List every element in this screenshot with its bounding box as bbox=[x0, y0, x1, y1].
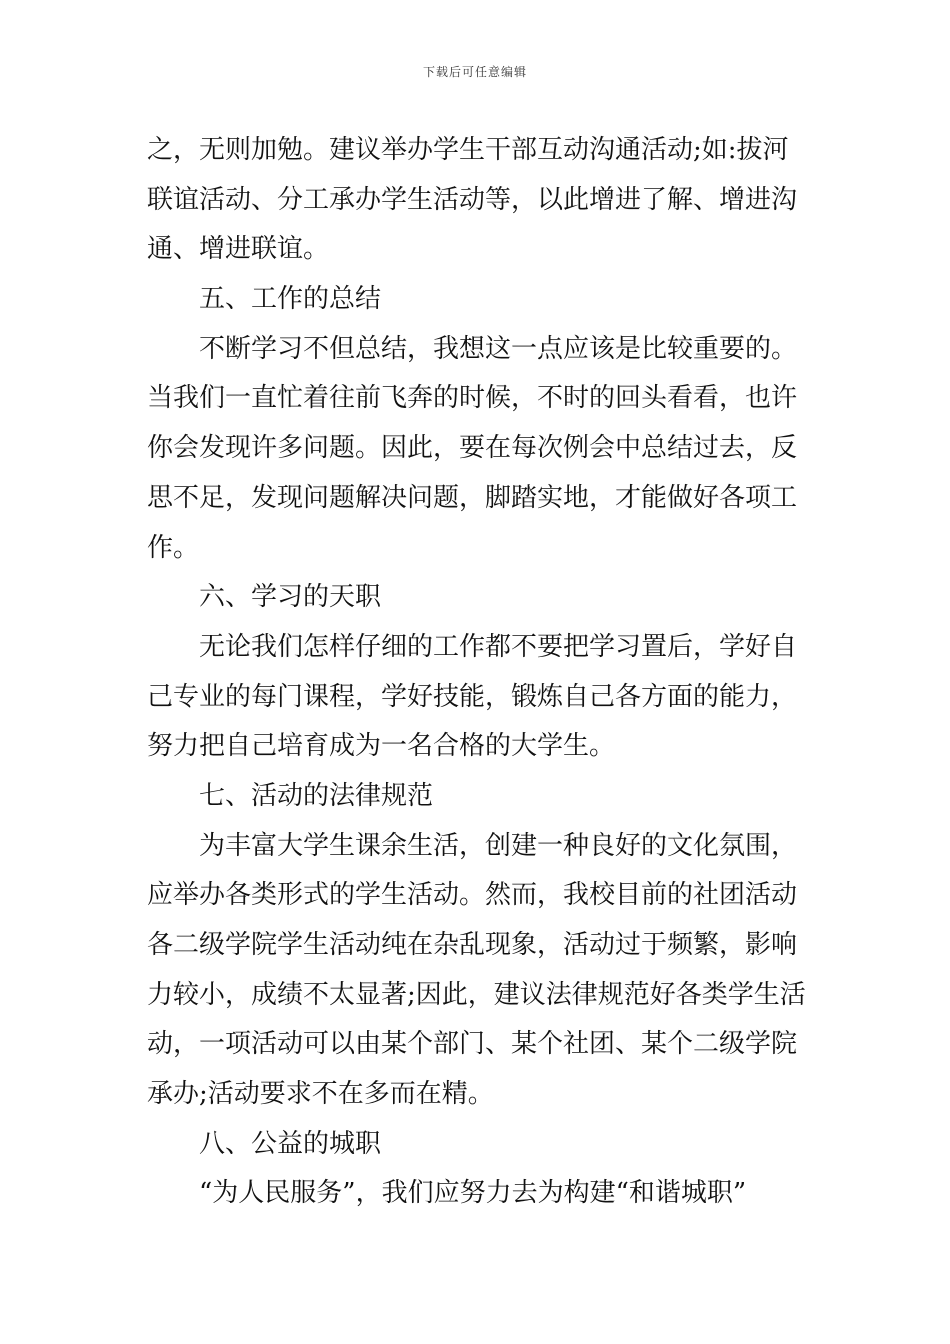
text-line: 应举办各类形式的学生活动。然而，我校目前的社团活动 bbox=[147, 880, 798, 911]
text-line: 无论我们怎样仔细的工作都不要把学习置后，学好自 bbox=[199, 631, 798, 662]
section-heading: 七、活动的法律规范 bbox=[199, 780, 434, 811]
page-header: 下载后可任意编辑 bbox=[422, 65, 527, 79]
text-line: 思不足，发现问题解决问题，脚踏实地，才能做好各项工 bbox=[147, 482, 798, 513]
text-line: 动，一项活动可以由某个部门、某个社团、某个二级学院 bbox=[147, 1029, 798, 1060]
body-text bbox=[147, 126, 807, 1219]
text-line: 联谊活动、分工承办学生活动等，以此增进了解、增进沟 bbox=[147, 184, 798, 215]
section-heading: 八、公益的城职 bbox=[199, 1128, 382, 1159]
text-line: 承办;活动要求不在多而在精。 bbox=[147, 1079, 494, 1110]
text-line: 通、增进联谊。 bbox=[147, 234, 330, 265]
text-line: 各二级学院学生活动纯在杂乱现象，活动过于频繁，影响 bbox=[147, 930, 798, 960]
text-line: 之，无则加勉。建议举办学生干部互动沟通活动;如:拔河 bbox=[147, 135, 789, 165]
text-line: 当我们一直忙着往前飞奔的时候，不时的回头看看，也许 bbox=[147, 383, 798, 414]
text-line: 努力把自己培育成为一名合格的大学生。 bbox=[147, 731, 616, 762]
text-line: 你会发现许多问题。因此，要在每次例会中总结过去，反 bbox=[147, 433, 798, 464]
text-line: “为人民服务”，我们应努力去为构建“和谐城职” bbox=[199, 1178, 747, 1209]
text-line: 不断学习不但总结，我想这一点应该是比较重要的。 bbox=[199, 333, 798, 364]
text-line: 己专业的每门课程，学好技能，锻炼自己各方面的能力， bbox=[147, 681, 798, 712]
section-heading: 六、学习的天职 bbox=[199, 582, 382, 613]
text-line: 力较小，成绩不太显著;因此，建议法律规范好各类学生活 bbox=[147, 979, 806, 1010]
text-line: 作。 bbox=[147, 532, 200, 563]
section-heading: 五、工作的总结 bbox=[199, 284, 382, 315]
text-line: 为丰富大学生课余生活，创建一种良好的文化氛围， bbox=[199, 830, 798, 861]
